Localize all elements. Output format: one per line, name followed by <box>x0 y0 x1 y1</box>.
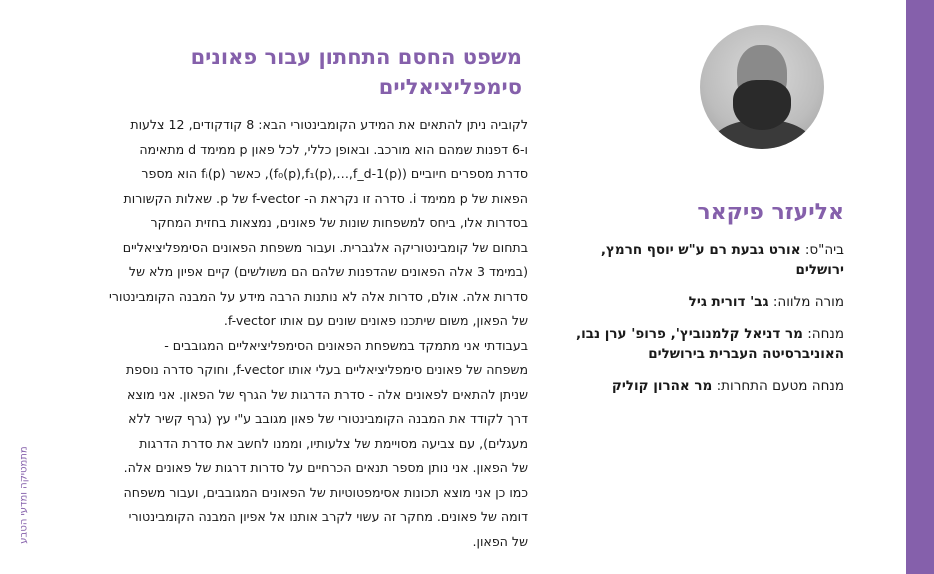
body-line: הפאות של p ממימד i. סדרה זו נקראת ה- f-vector של p. שאלות הקשורות <box>123 190 528 206</box>
contest-mentor-value: מר אהרון קוליק <box>611 378 713 394</box>
body-line: דומה של פאונים. מחקר זה עשוי לקרב אותנו אל אפיון המבנה הקומבינטורי <box>128 509 528 524</box>
title-line: סימפליציאליים <box>378 75 522 99</box>
body-line: של הפאון, משום שיתכנו פאונים שונים עם אותו f-vector. <box>223 313 528 328</box>
article-title <box>62 42 522 102</box>
school-row <box>564 240 844 280</box>
school-value: אורט גבעת רם ע"ש יוסף חרמץ, ירושלים <box>600 242 844 278</box>
mentor-label: מנחה: <box>807 326 844 342</box>
article-body <box>48 113 528 554</box>
section-label <box>14 420 34 570</box>
teacher-row <box>564 292 844 312</box>
body-line: של הפאון. אני נותן מספר תנאים הכרחיים על סדרות דרגות של פאונים אלה. <box>123 460 528 475</box>
body-line: סדרת מספרים חיוביים (f₀(p),f₁(p),…,f_d-1(p)), כאשר fᵢ(p) הוא מספר <box>141 166 528 181</box>
body-line: מעגלים), עם צביעה מסויימת של צלעותיו, וממנו לחשב את סדרת הדרגות <box>139 435 528 451</box>
mentor-value: מר דניאל קלמנוביץ', פרופ' ערן נבו, האוניברסיטה העברית בירושלים <box>575 326 844 362</box>
title-line: משפט החסם התחתון עבור פאונים <box>190 45 522 69</box>
body-line: שניתן להתאים לפאונים אלה - סדרת הדרגות של הגרף של הפאון. אני מוצא <box>126 386 528 402</box>
school-label: ביה"ס: <box>804 242 844 258</box>
body-line: ו-6 דפנות שמהם הוא מורכב. ובאופן כללי, לכל פאון p ממימד d מתאימה <box>139 141 528 157</box>
teacher-label: מורה מלווה: <box>772 294 844 310</box>
body-line: כמו כן אני מוצא תכונות אסימפטוטיות של הפאונים המגובבים, ועבור משפחה <box>123 484 528 500</box>
contest-mentor-row <box>564 376 844 396</box>
author-name: אליעזר פיקאר <box>697 200 844 225</box>
author-photo <box>700 25 824 149</box>
body-line: דרך לקודד את המבנה הקומבינטורי של פאון מגובב ע"י עץ (גרף קשיר ללא <box>128 411 528 426</box>
body-line: בתחום של קומבינטוריקה אלגברית. ועבור משפחת הפאונים הסימפליציאליים <box>122 239 528 255</box>
side-color-bar <box>906 0 934 574</box>
mentor-row <box>564 324 844 364</box>
body-line: סדרות אלה. אולם, סדרות אלה לא נותנות הרבה מידע על המבנה הקומבינטורי <box>109 288 528 304</box>
teacher-value: גב' דורית גיל <box>688 294 769 310</box>
body-line: בסדרות אלו, ביחס למשפחות שונות של פאונים, נמצאות בחזית המחקר <box>150 215 528 230</box>
contest-mentor-label: מנחה מטעם התחרות: <box>716 378 844 394</box>
body-line: של הפאון. <box>472 533 528 549</box>
body-line: בעבודתי אני מתמקד במשפחת הפאונים הסימפליציאליים המגובבים - <box>164 337 528 353</box>
body-line: (במימד 3 אלה הפאונים שהדפנות שלהם הם משולשים) קיים אפיון מלא של <box>128 264 528 279</box>
body-line: משפחה של פאונים סימפליציאליים בעלי אותו f-vector, וחוקר סדרה נוספת <box>126 362 528 377</box>
body-line: לקוביה ניתן להתאים את המידע הקומבינטורי הבא: 8 קודקודים, 12 צלעות <box>130 117 528 132</box>
section-label-text: מתמטיקה ומדעי הטבע <box>18 446 30 544</box>
author-info <box>564 240 844 408</box>
